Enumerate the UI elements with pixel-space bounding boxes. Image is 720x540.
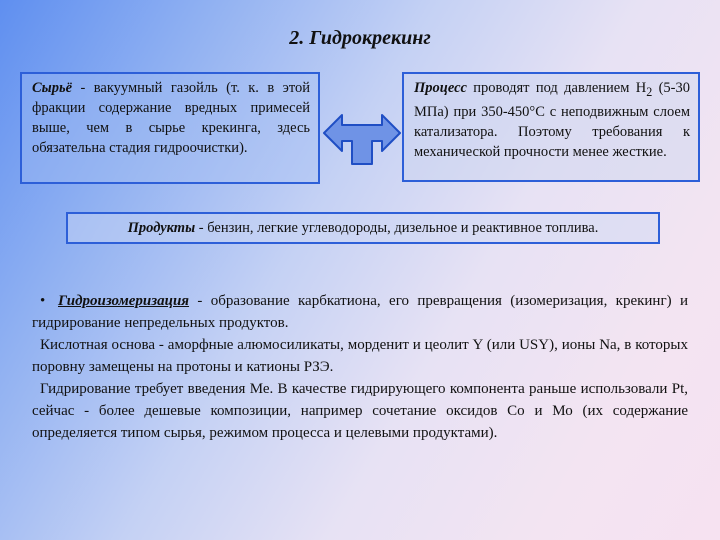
- hydroisomerization-paragraph: [32, 290, 688, 334]
- hydroisomerization-term: Гидроизомеризация: [58, 293, 190, 309]
- process-text-2: (5-30 МПа) при 350-450°С с неподвижным слоем катализатора. Поэтому требования к механической прочности менее жесткие.: [414, 80, 690, 160]
- feed-box: [20, 72, 320, 184]
- process-subscript: 2: [646, 84, 653, 99]
- feed-term: Сырьё: [32, 80, 73, 96]
- arrow-shape: [324, 115, 400, 164]
- bullet-icon: •: [40, 293, 46, 309]
- products-term: Продукты: [127, 220, 196, 236]
- feed-text: - вакуумный газойль (т. к. в этой фракции содержание вредных примесей выше, чем в сырье крекинга, здесь обязательна стадия гидроочистки).: [32, 80, 310, 156]
- acid-basis-paragraph: Кислотная основа - аморфные алюмосиликаты, морденит и цеолит Y (или USY), ионы Na, в которых поровну замещены на протоны и катионы РЗЭ.: [32, 337, 688, 375]
- double-arrow-t-icon: [322, 100, 402, 166]
- body-text: [32, 290, 688, 444]
- hydroisomerization-text: - образование карбкатиона, его превращения (изомеризация, крекинг) и гидрирование непредельных продуктов.: [32, 293, 688, 331]
- products-text: - бензин, легкие углеводороды, дизельное и реактивное топлива.: [195, 220, 599, 236]
- process-text-1: проводят под давлением Н: [466, 80, 647, 96]
- slide-title: 2. Гидрокрекинг: [289, 27, 431, 49]
- hydrogenation-paragraph: Гидрирование требует введения Ме. В качестве гидрирующего компонента раньше использовали Pt, сейчас - более дешевые композиции, например сочетание оксидов Со и Мо (их содержание определяется типом сырья, режимом процесса и целевыми продуктами).: [32, 381, 688, 441]
- process-box: [402, 72, 700, 182]
- products-box: [66, 212, 660, 244]
- process-term: Процесс: [414, 80, 467, 96]
